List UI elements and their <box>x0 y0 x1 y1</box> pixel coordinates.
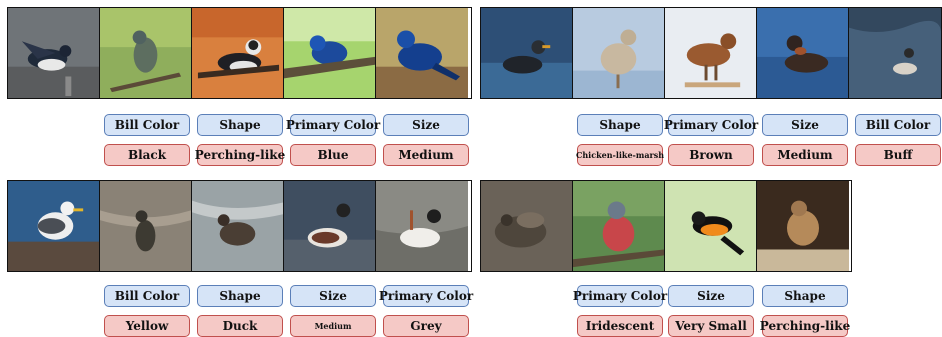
image-strip <box>480 7 942 99</box>
attribute-chip: Primary Color <box>290 114 376 136</box>
value-chip: Medium <box>762 144 848 166</box>
bird-image-5 <box>376 8 468 98</box>
bird-image-2 <box>100 8 192 98</box>
value-chip: Medium <box>383 144 469 166</box>
value-chip: Brown <box>668 144 754 166</box>
attribute-chip: Bill Color <box>104 114 190 136</box>
bird-image-1 <box>481 181 573 271</box>
bird-image-2 <box>100 181 192 271</box>
attribute-chip: Primary Color <box>577 285 663 307</box>
value-chip: Black <box>104 144 190 166</box>
attribute-chip: Primary Color <box>668 114 754 136</box>
attribute-chip: Shape <box>762 285 848 307</box>
value-chip: Very Small <box>668 315 754 337</box>
bird-image-1 <box>8 181 100 271</box>
value-chip: Grey <box>383 315 469 337</box>
bird-image-3 <box>665 181 757 271</box>
attribute-chip: Size <box>290 285 376 307</box>
value-chip: Blue <box>290 144 376 166</box>
bird-image-3 <box>192 181 284 271</box>
value-chip: Perching-like <box>197 144 283 166</box>
bird-image-2 <box>573 181 665 271</box>
value-chip: Perching-like <box>762 315 848 337</box>
value-chip: Yellow <box>104 315 190 337</box>
value-chip: Chicken-like-marsh <box>577 144 663 166</box>
attribute-chip: Size <box>668 285 754 307</box>
bird-image-4 <box>284 181 376 271</box>
value-chip: Iridescent <box>577 315 663 337</box>
bird-image-5 <box>849 8 941 98</box>
attribute-chip: Shape <box>577 114 663 136</box>
attribute-chip: Shape <box>197 285 283 307</box>
attribute-chip: Size <box>762 114 848 136</box>
attribute-chip: Primary Color <box>383 285 469 307</box>
bird-image-4 <box>284 8 376 98</box>
attribute-chip: Bill Color <box>104 285 190 307</box>
bird-image-3 <box>665 8 757 98</box>
value-chip: Buff <box>855 144 941 166</box>
bird-image-2 <box>573 8 665 98</box>
bird-image-3 <box>192 8 284 98</box>
attribute-chip: Bill Color <box>855 114 941 136</box>
image-strip <box>480 180 852 272</box>
bird-image-5 <box>376 181 468 271</box>
image-strip <box>7 7 472 99</box>
image-strip <box>7 180 472 272</box>
bird-image-1 <box>8 8 100 98</box>
bird-image-4 <box>757 181 849 271</box>
attribute-chip: Shape <box>197 114 283 136</box>
value-chip: Medium <box>290 315 376 337</box>
bird-image-1 <box>481 8 573 98</box>
attribute-chip: Size <box>383 114 469 136</box>
value-chip: Duck <box>197 315 283 337</box>
bird-image-4 <box>757 8 849 98</box>
